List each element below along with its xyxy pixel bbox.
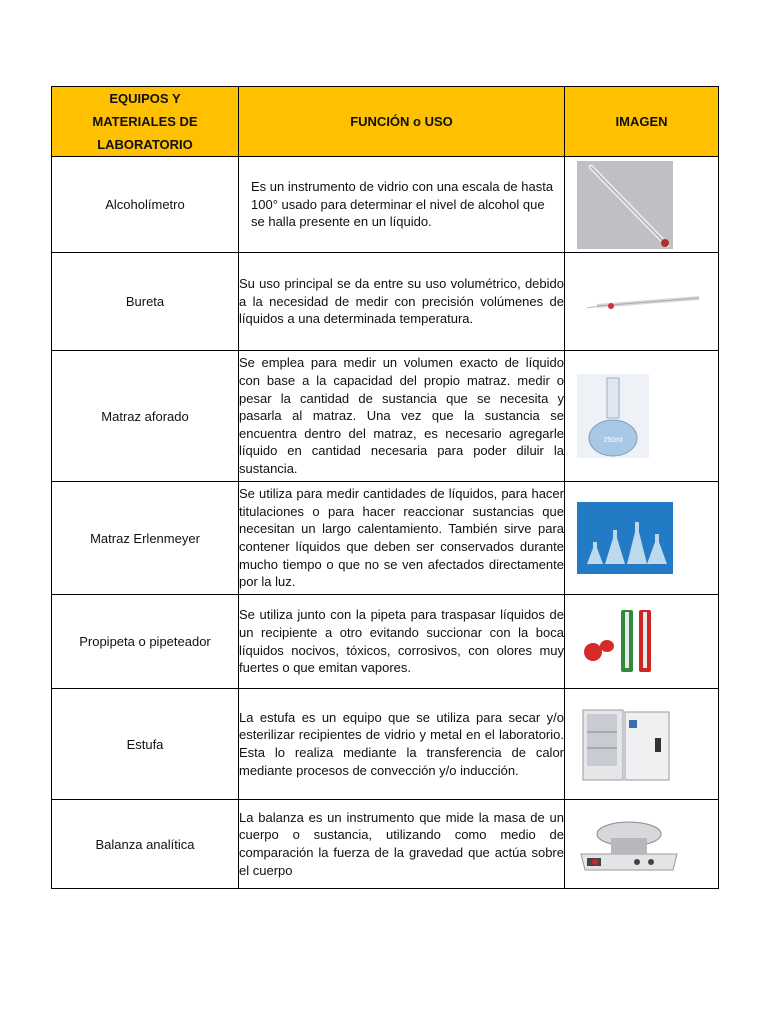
equipment-name: Balanza analítica: [95, 836, 195, 852]
burette-image: [577, 266, 707, 338]
description-cell: [239, 595, 565, 689]
erlenmeyer-flasks-image: [577, 502, 673, 574]
equipment-name-cell: [52, 253, 239, 351]
equipment-name: Bureta: [125, 294, 165, 309]
equipment-name-cell: [52, 351, 239, 482]
header-equipment: [52, 87, 239, 157]
equipment-name: Propipeta o pipeteador: [79, 634, 211, 649]
equipment-name-cell: [52, 157, 239, 253]
equipment-description: La balanza es un instrumento que mide la masa de un cuerpo o sustancia, utilizando como medio de comparación la fuerza de la gravedad que actúa sobre el cuerpo: [239, 809, 564, 878]
description-cell: [239, 482, 565, 595]
equipment-description: Es un instrumento de vidrio con una escala de hasta 100° usado para determinar el nivel de alcohol que se halla presente en un líquido.: [251, 179, 554, 230]
image-cell: [565, 253, 719, 351]
image-cell: [565, 800, 719, 889]
equipment-name-cell: [52, 482, 239, 595]
equipment-description: Se utiliza para medir cantidades de líquidos, para hacer titulaciones o para hacer reaccionar sustancias que necesitan un largo calentamiento. También sirve para contener líquidos que deben ser conservados durante mucho tiempo o que no se ven afectados directamente por la luz.: [239, 486, 564, 590]
lab-oven-image: [577, 702, 673, 786]
equipment-name-cell: [52, 800, 239, 889]
equipment-name-cell: [52, 595, 239, 689]
analytical-balance-image: [577, 804, 681, 884]
header-image-label: IMAGEN: [615, 114, 668, 129]
equipment-name: Estufa: [126, 736, 164, 752]
header-equipment-label: EQUIPOS Y MATERIALES DE LABORATORIO: [92, 91, 198, 152]
equipment-name: Alcoholímetro: [105, 197, 185, 212]
alcoholmeter-image: [577, 161, 673, 249]
table-row: [52, 351, 719, 482]
equipment-description: Su uso principal se da entre su uso volumétrico, debido a la necesidad de medir con precisión volúmenes de líquidos a una determinada temperatura.: [239, 276, 564, 327]
header-image: [565, 87, 719, 157]
equipment-description: Se utiliza junto con la pipeta para traspasar líquidos de un recipiente a otro evitando succionar con la boca líquidos nocivos, tóxicos, corrosivos, con olores muy fuertes o que emitan vapores.: [239, 607, 564, 676]
header-function-label: FUNCIÓN o USO: [350, 114, 453, 129]
volumetric-flask-image: [577, 374, 649, 458]
lab-equipment-table: [51, 86, 719, 889]
equipment-description: Se emplea para medir un volumen exacto de líquido con base a la capacidad del propio matraz. medir o pesar la cantidad de sustancia que se necesita y pasarla al matraz. Una vez que la sustancia se encuentra dentro del matraz, es necesario agregarle líquido en cantidad necesaria para poder diluir la sustancia.: [239, 355, 564, 476]
description-cell: [239, 351, 565, 482]
pipette-filler-image: [577, 606, 673, 678]
svg-text:250ml: 250ml: [603, 437, 623, 444]
equipment-name-cell: [52, 689, 239, 800]
table-row: [52, 800, 719, 889]
equipment-name: Matraz aforado: [101, 408, 189, 424]
description-cell: [239, 253, 565, 351]
table-row: [52, 689, 719, 800]
table-row: [52, 157, 719, 253]
table-row: [52, 482, 719, 595]
image-cell: [565, 689, 719, 800]
header-function: [239, 87, 565, 157]
equipment-description: La estufa es un equipo que se utiliza para secar y/o esterilizar recipientes de vidrio y metal en el laboratorio. Esta lo realiza mediante la transferencia de calor mediante procesos de convección y/o inducción.: [239, 709, 564, 778]
table-row: [52, 253, 719, 351]
image-cell: [565, 595, 719, 689]
image-cell: [565, 482, 719, 595]
description-cell: [239, 157, 565, 253]
table-header-row: [52, 87, 719, 157]
image-cell: [565, 351, 719, 482]
description-cell: [239, 689, 565, 800]
equipment-name: Matraz Erlenmeyer: [90, 530, 200, 546]
description-cell: [239, 800, 565, 889]
table-row: [52, 595, 719, 689]
image-cell: [565, 157, 719, 253]
